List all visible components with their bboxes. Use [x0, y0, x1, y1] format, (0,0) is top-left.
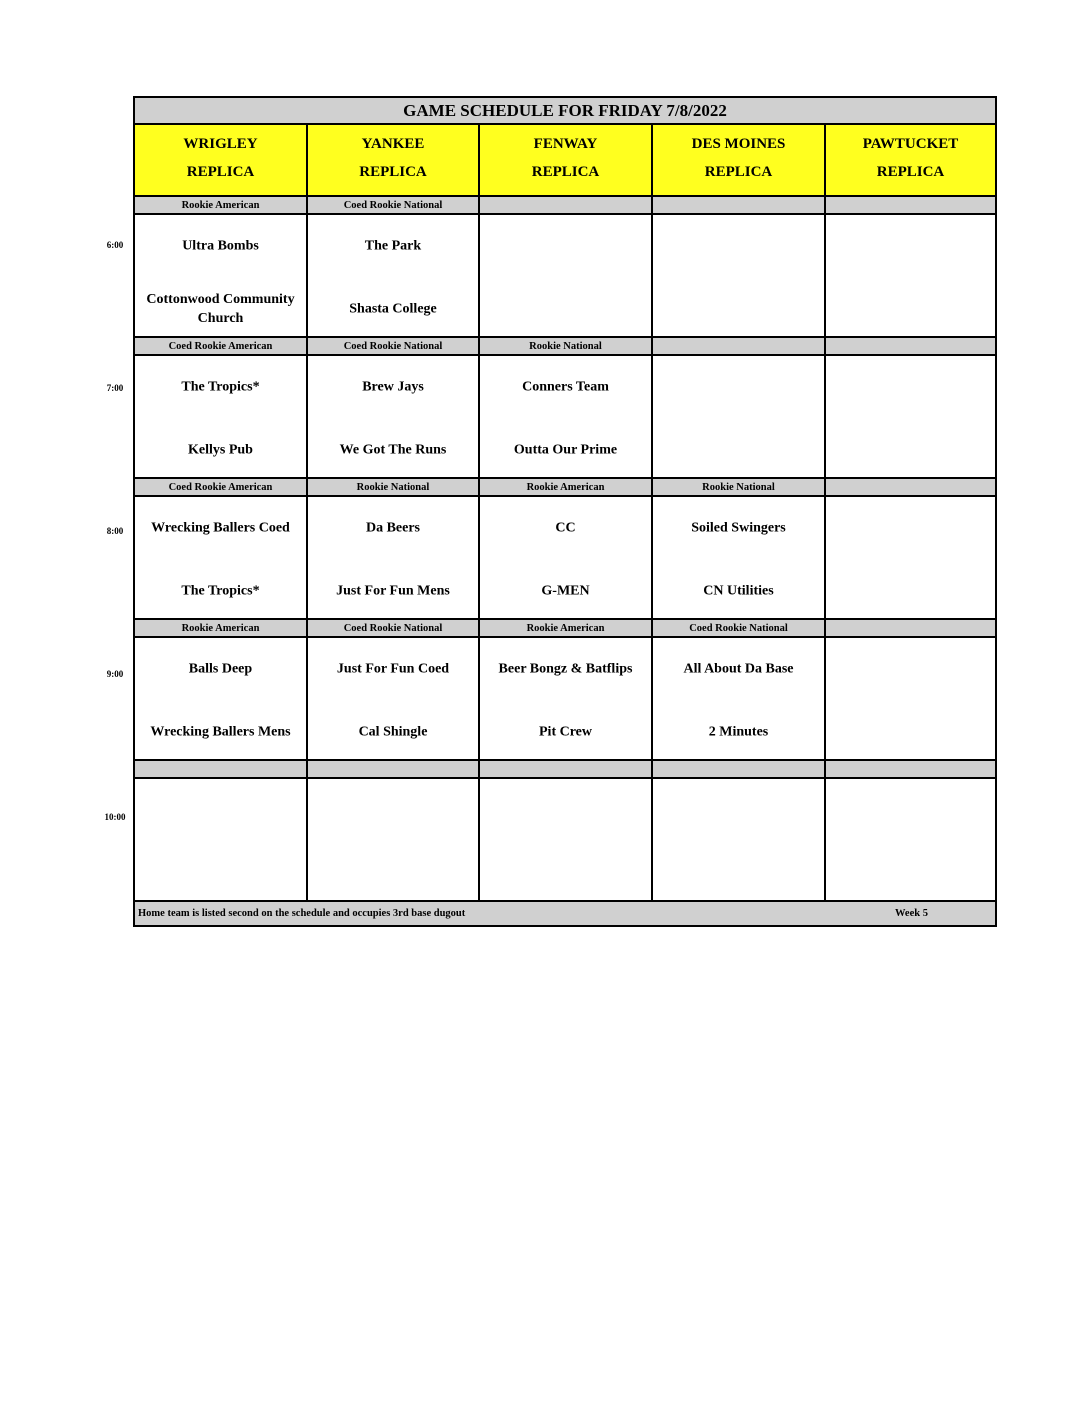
game-cell [308, 497, 480, 618]
away-team: Da Beers [365, 520, 421, 536]
division-label: Rookie American [135, 620, 308, 636]
division-label: Coed Rookie National [653, 620, 826, 636]
home-team: Kellys Pub [188, 442, 253, 458]
home-team: G-MEN [541, 583, 590, 599]
home-team: Cottonwood Community Church [146, 292, 295, 326]
footer-note: Home team is listed second on the schedule and occupies 3rd base dugout [138, 908, 466, 919]
away-team: Ultra Bombs [182, 238, 259, 254]
away-team: Just For Fun Coed [336, 661, 450, 677]
home-team: Just For Fun Mens [336, 583, 450, 599]
game-row [135, 779, 995, 902]
field-name: PAWTUCKET [862, 136, 959, 152]
division-label [653, 338, 826, 354]
game-cell [826, 215, 995, 336]
game-cell [826, 356, 995, 477]
field-name: WRIGLEY [183, 136, 258, 152]
field-type: REPLICA [531, 164, 600, 180]
game-cell [480, 779, 653, 900]
game-row [135, 215, 995, 338]
home-team: Shasta College [349, 301, 437, 317]
schedule-table [133, 96, 997, 927]
game-cell [135, 779, 308, 900]
time-label: 6:00 [106, 240, 124, 250]
time-slots [135, 197, 995, 902]
game-row [135, 638, 995, 761]
field-header-pawtucket [826, 125, 995, 195]
division-label: Coed Rookie National [308, 338, 480, 354]
game-cell [308, 638, 480, 759]
division-label: Rookie American [480, 620, 653, 636]
footer-row [135, 902, 995, 925]
home-team: 2 Minutes [708, 724, 769, 740]
game-cell [653, 215, 826, 336]
away-team: Balls Deep [188, 661, 253, 677]
division-label [826, 479, 995, 495]
field-name: DES MOINES [691, 136, 786, 152]
game-cell [135, 215, 308, 336]
division-label [653, 761, 826, 777]
game-cell [308, 779, 480, 900]
division-label: Coed Rookie American [135, 338, 308, 354]
game-cell [135, 638, 308, 759]
away-team: CC [555, 520, 576, 536]
field-name: FENWAY [533, 136, 598, 152]
division-row [135, 620, 995, 638]
division-label [480, 761, 653, 777]
field-type: REPLICA [359, 164, 427, 180]
away-team: All About Da Base [683, 661, 794, 677]
game-cell [653, 779, 826, 900]
schedule-title: GAME SCHEDULE FOR FRIDAY 7/8/2022 [135, 98, 995, 125]
field-header-fenway [480, 125, 653, 195]
division-label [826, 338, 995, 354]
division-label [653, 197, 826, 213]
home-team: The Tropics* [181, 583, 260, 599]
away-team: The Park [364, 238, 422, 254]
field-type: REPLICA [186, 164, 255, 180]
home-team: Outta Our Prime [513, 442, 618, 458]
field-type: REPLICA [876, 164, 945, 180]
division-label [826, 197, 995, 213]
division-row [135, 338, 995, 356]
away-team: Beer Bongz & Batflips [498, 661, 633, 677]
division-label: Rookie American [480, 479, 653, 495]
division-row [135, 197, 995, 215]
division-label: Rookie National [308, 479, 480, 495]
home-team: We Got The Runs [339, 442, 447, 458]
home-team: Pit Crew [539, 724, 592, 740]
game-cell [308, 356, 480, 477]
game-row [135, 497, 995, 620]
division-label: Coed Rookie National [308, 620, 480, 636]
game-cell [308, 215, 480, 336]
game-cell [826, 638, 995, 759]
division-label: Rookie American [135, 197, 308, 213]
field-name: YANKEE [361, 136, 425, 152]
division-label [826, 761, 995, 777]
away-team: Wrecking Ballers Coed [151, 520, 290, 536]
field-header-yankee [308, 125, 480, 195]
division-label [480, 197, 653, 213]
time-label: 10:00 [104, 812, 126, 822]
field-header-des-moines [653, 125, 826, 195]
game-row [135, 356, 995, 479]
game-cell [480, 497, 653, 618]
division-row [135, 761, 995, 779]
away-team: The Tropics* [181, 379, 260, 395]
division-label: Coed Rookie American [135, 479, 308, 495]
field-header-wrigley [135, 125, 308, 195]
game-cell [826, 779, 995, 900]
field-header-row [135, 125, 995, 197]
away-team: Soiled Swingers [691, 520, 786, 536]
game-cell [135, 356, 308, 477]
division-label: Rookie National [653, 479, 826, 495]
away-team: Brew Jays [362, 379, 424, 395]
away-team: Conners Team [522, 379, 609, 395]
division-label [826, 620, 995, 636]
time-label: 9:00 [106, 669, 124, 679]
home-team: CN Utilities [703, 583, 774, 599]
field-type: REPLICA [704, 164, 773, 180]
home-team: Wrecking Ballers Mens [150, 724, 291, 740]
game-cell [653, 638, 826, 759]
time-label: 8:00 [106, 526, 124, 536]
division-label [308, 761, 480, 777]
game-cell [826, 497, 995, 618]
game-cell [480, 215, 653, 336]
division-label: Coed Rookie National [308, 197, 480, 213]
week-label: Week 5 [895, 908, 928, 919]
home-team: Cal Shingle [358, 724, 428, 740]
game-cell [653, 497, 826, 618]
division-label: Rookie National [480, 338, 653, 354]
game-cell [480, 638, 653, 759]
time-label: 7:00 [106, 383, 124, 393]
division-label [135, 761, 308, 777]
game-cell [135, 497, 308, 618]
game-cell [480, 356, 653, 477]
division-row [135, 479, 995, 497]
game-cell [653, 356, 826, 477]
